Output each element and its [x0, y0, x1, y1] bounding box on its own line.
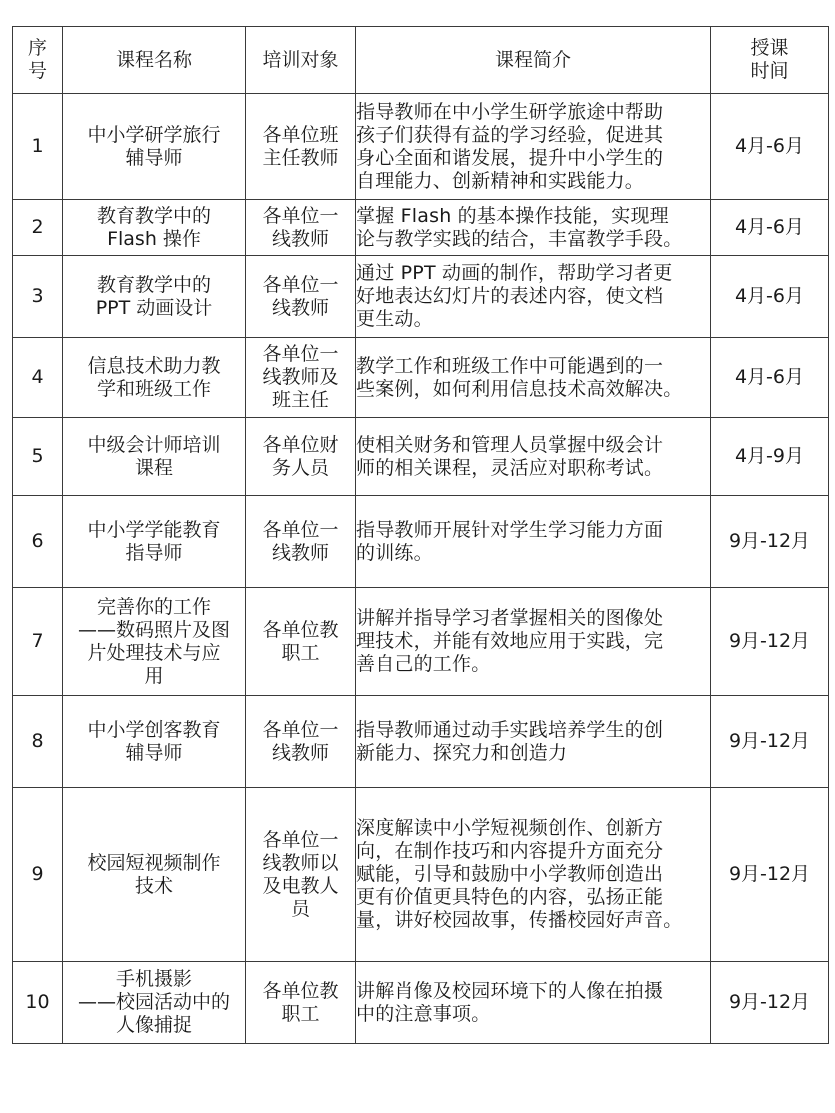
course-description-line: 的训练。 [356, 541, 433, 564]
table-row [13, 696, 829, 788]
training-target-line: 各单位一 [262, 343, 339, 365]
training-target-line: 职工 [281, 641, 320, 664]
training-target-line: 务人员 [271, 456, 329, 479]
table-row [13, 338, 829, 418]
course-description-line: 更有价值更具特色的内容，弘扬正能 [356, 886, 664, 908]
table-row [13, 588, 829, 696]
course-name-line: 辅导师 [125, 146, 183, 169]
course-description-line: 教学工作和班级工作中可能遇到的一 [356, 354, 664, 377]
training-target [246, 696, 356, 788]
training-target-line: 各单位财 [262, 433, 339, 456]
training-target-line: 各单位班 [262, 123, 339, 146]
course-description [356, 588, 711, 696]
course-description [356, 788, 711, 962]
course-description-line: 讲解肖像及校园环境下的人像在拍摄 [356, 979, 664, 1002]
course-time: 9月-12月 [711, 588, 829, 696]
training-target-line: 各单位教 [262, 618, 339, 641]
training-target [246, 338, 356, 418]
course-name-line: 人像捕捉 [115, 1014, 192, 1036]
course-time: 4月-6月 [711, 338, 829, 418]
course-name [63, 588, 246, 696]
training-target-line: 各单位一 [262, 273, 339, 296]
course-description-line: 指导教师通过动手实践培养学生的创 [356, 718, 664, 741]
course-name [63, 496, 246, 588]
course-name-line: 中小学研学旅行 [87, 123, 221, 146]
course-name-line: 信息技术助力教 [87, 354, 221, 377]
row-number: 3 [13, 256, 63, 338]
course-table [12, 26, 829, 1044]
course-name [63, 200, 246, 256]
training-target-line: 班主任 [271, 389, 329, 411]
course-name-line: 指导师 [125, 541, 183, 564]
course-time: 4月-6月 [711, 200, 829, 256]
row-number: 2 [13, 200, 63, 256]
course-description-line: 些案例，如何利用信息技术高效解决。 [356, 377, 683, 400]
course-name-line: 教育教学中的 [96, 273, 211, 296]
course-name-line: 学和班级工作 [96, 377, 211, 400]
course-description-line: 自理能力、创新精神和实践能力。 [356, 169, 645, 192]
training-target-line: 线教师及 [262, 366, 339, 388]
course-time: 9月-12月 [711, 696, 829, 788]
header-time: 授课 时间 [711, 27, 829, 94]
course-name-line: 课程 [134, 456, 173, 479]
course-time: 9月-12月 [711, 788, 829, 962]
training-target [246, 962, 356, 1044]
course-description [356, 94, 711, 200]
training-target-line: 各单位一 [262, 518, 339, 541]
course-name [63, 418, 246, 496]
training-target-line: 各单位一 [262, 828, 339, 851]
course-description-line: 身心全面和谐发展，提升中小学生的 [356, 146, 664, 169]
training-target [246, 94, 356, 200]
table-row [13, 94, 829, 200]
training-target-line: 线教师 [271, 541, 329, 564]
header-target: 培训对象 [246, 27, 356, 94]
table-row [13, 788, 829, 962]
table-row [13, 962, 829, 1044]
course-description-line: 赋能，引导和鼓励中小学教师创造出 [356, 863, 664, 885]
course-description-line: 善自己的工作。 [356, 653, 491, 675]
course-name-line: ——数码照片及图 [77, 618, 230, 641]
course-time: 4月-6月 [711, 256, 829, 338]
course-time: 4月-9月 [711, 418, 829, 496]
course-description-line: 孩子们获得有益的学习经验，促进其 [356, 123, 664, 146]
course-description-line: 深度解读中小学短视频创作、创新方 [356, 817, 664, 839]
course-time: 9月-12月 [711, 496, 829, 588]
course-name-line: 中小学创客教育 [87, 718, 221, 741]
course-description-line: 掌握 Flash 的基本操作技能，实现理 [356, 204, 669, 227]
row-number: 9 [13, 788, 63, 962]
row-number: 1 [13, 94, 63, 200]
course-description-line: 理技术，并能有效地应用于实践，完 [356, 630, 664, 652]
course-name-line: 用 [144, 664, 164, 687]
training-target [246, 256, 356, 338]
course-name-line: 校园短视频制作 [87, 851, 221, 874]
course-name-line: Flash 操作 [107, 227, 201, 250]
training-target-line: 主任教师 [262, 146, 339, 169]
course-description-line: 指导教师开展针对学生学习能力方面 [356, 518, 664, 541]
training-target-line: 各单位一 [262, 204, 339, 227]
training-target-line: 各单位教 [262, 979, 339, 1002]
course-description [356, 496, 711, 588]
course-description-line: 好地表达幻灯片的表述内容，使文档 [356, 285, 664, 307]
course-name [63, 338, 246, 418]
course-table-body [13, 94, 829, 1044]
course-name [63, 94, 246, 200]
course-description-line: 量，讲好校园故事，传播校园好声音。 [356, 909, 683, 931]
row-number: 10 [13, 962, 63, 1044]
course-name [63, 788, 246, 962]
table-row [13, 496, 829, 588]
row-number: 7 [13, 588, 63, 696]
training-target-line: 线教师 [271, 741, 329, 764]
course-description-line: 向，在制作技巧和内容提升方面充分 [356, 840, 664, 862]
course-description [356, 696, 711, 788]
header-course-name: 课程名称 [63, 27, 246, 94]
course-name-line: 中小学学能教育 [87, 518, 221, 541]
course-description-line: 讲解并指导学习者掌握相关的图像处 [356, 607, 664, 629]
training-target-line: 各单位一 [262, 718, 339, 741]
header-no: 序 号 [13, 27, 63, 94]
training-target [246, 200, 356, 256]
table-row [13, 200, 829, 256]
course-description [356, 338, 711, 418]
course-name [63, 696, 246, 788]
course-time: 4月-6月 [711, 94, 829, 200]
course-name [63, 962, 246, 1044]
training-target-line: 及电教人 [262, 874, 339, 897]
course-description [356, 200, 711, 256]
course-name-line: 片处理技术与应 [87, 641, 221, 664]
training-target-line: 员 [290, 897, 310, 920]
row-number: 6 [13, 496, 63, 588]
table-row [13, 256, 829, 338]
course-name-line: 手机摄影 [115, 968, 192, 990]
course-name-line: 完善你的工作 [96, 595, 211, 618]
training-target-line: 线教师 [271, 227, 329, 250]
course-description-line: 使相关财务和管理人员掌握中级会计 [356, 433, 664, 456]
training-target [246, 418, 356, 496]
course-name-line: 辅导师 [125, 741, 183, 764]
training-target [246, 588, 356, 696]
course-name-line: 技术 [134, 874, 173, 897]
course-name-line: 教育教学中的 [96, 204, 211, 227]
course-name [63, 256, 246, 338]
course-description-line: 更生动。 [356, 308, 433, 330]
course-description-line: 师的相关课程，灵活应对职称考试。 [356, 456, 664, 479]
course-description-line: 通过 PPT 动画的制作，帮助学习者更 [356, 262, 673, 284]
training-target [246, 496, 356, 588]
header-row [13, 27, 829, 94]
course-description [356, 418, 711, 496]
training-target [246, 788, 356, 962]
header-description: 课程简介 [356, 27, 711, 94]
course-description-line: 论与教学实践的结合，丰富教学手段。 [356, 227, 683, 250]
row-number: 5 [13, 418, 63, 496]
row-number: 4 [13, 338, 63, 418]
course-description-line: 中的注意事项。 [356, 1002, 491, 1025]
training-target-line: 线教师以 [262, 851, 339, 874]
row-number: 8 [13, 696, 63, 788]
course-description-line: 新能力、探究力和创造力 [356, 741, 568, 764]
course-name-line: PPT 动画设计 [95, 296, 213, 319]
training-target-line: 职工 [281, 1002, 320, 1025]
course-time: 9月-12月 [711, 962, 829, 1044]
course-description-line: 指导教师在中小学生研学旅途中帮助 [356, 100, 664, 123]
course-name-line: ——校园活动中的 [77, 991, 230, 1013]
course-description [356, 256, 711, 338]
course-description [356, 962, 711, 1044]
training-target-line: 线教师 [271, 296, 329, 319]
course-name-line: 中级会计师培训 [87, 433, 221, 456]
table-row [13, 418, 829, 496]
